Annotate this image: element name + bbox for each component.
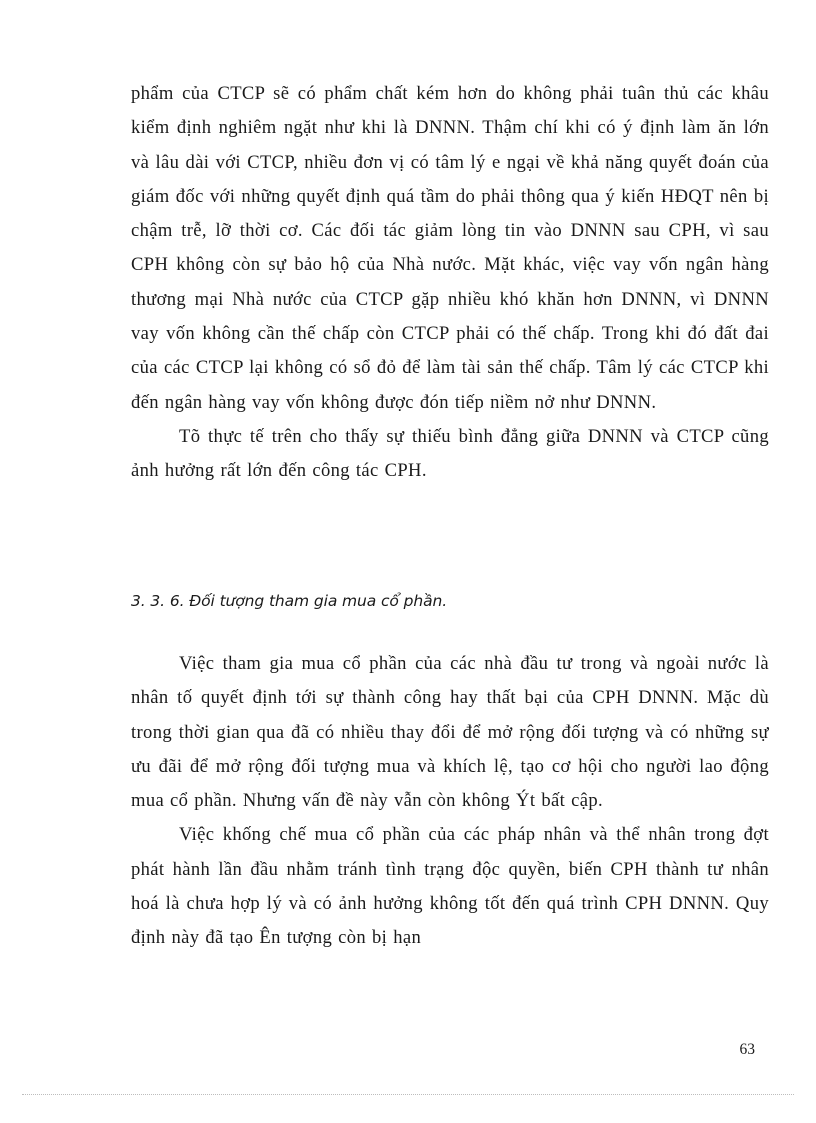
paragraph: phẩm của CTCP sẽ có phẩm chất kém hơn do không phải tuân thủ các khâu kiểm định nghiêm ngặt như khi là DNNN. Thậm chí khi có ý định làm ăn lớn và lâu dài với CTCP, nhiều đơn vị có tâm lý e ngại về khả năng quyết đoán của giám đốc với những quyết định quá tầm do phải thông qua ý kiến HĐQT nên bị chậm trễ, lỡ thời cơ. Các đối tác giảm lòng tin vào DNNN sau CPH, vì sau CPH không còn sự bảo hộ của Nhà nước. Mặt khác, việc vay vốn ngân hàng thương mại Nhà nước của CTCP gặp nhiều khó khăn hơn DNNN, vì DNNN vay vốn không cần thế chấp còn CTCP phải có thế chấp. Trong khi đó đất đai của các CTCP lại không có sổ đỏ để làm tài sản thế chấp. Tâm lý các CTCP khi đến ngân hàng vay vốn không được đón tiếp niềm nở như DNNN. xyxy=(131,83,769,413)
section-heading: 3. 3. 6. Đối tượng tham gia mua cổ phần. xyxy=(131,592,448,610)
paragraph: Việc khống chế mua cổ phần của các pháp nhân và thể nhân trong đợt phát hành lần đầu nhằm tránh tình trạng độc quyền, biến CPH thành tư nhân hoá là chưa hợp lý và có ảnh hưởng không tốt đến quá trình CPH DNNN. Quy định này đã tạo Ên tượng còn bị hạn xyxy=(131,824,769,949)
page-number: 63 xyxy=(739,1041,755,1058)
body-text-top xyxy=(131,77,769,489)
page-divider xyxy=(22,1094,794,1095)
body-text-bottom xyxy=(131,647,769,956)
paragraph: Tõ thực tế trên cho thấy sự thiếu bình đẳng giữa DNNN và CTCP cũng ảnh hưởng rất lớn đến công tác CPH. xyxy=(131,425,769,482)
paragraph: Việc tham gia mua cổ phần của các nhà đầu tư trong và ngoài nước là nhân tố quyết định tới sự thành công hay thất bại của CPH DNNN. Mặc dù trong thời gian qua đã có nhiều thay đổi để mở rộng đối tượng và có những sự ưu đãi để mở rộng đối tượng mua và khích lệ, tạo cơ hội cho người lao động mua cổ phần. Nhưng vấn đề này vẫn còn không Ýt bất cập. xyxy=(131,653,769,812)
